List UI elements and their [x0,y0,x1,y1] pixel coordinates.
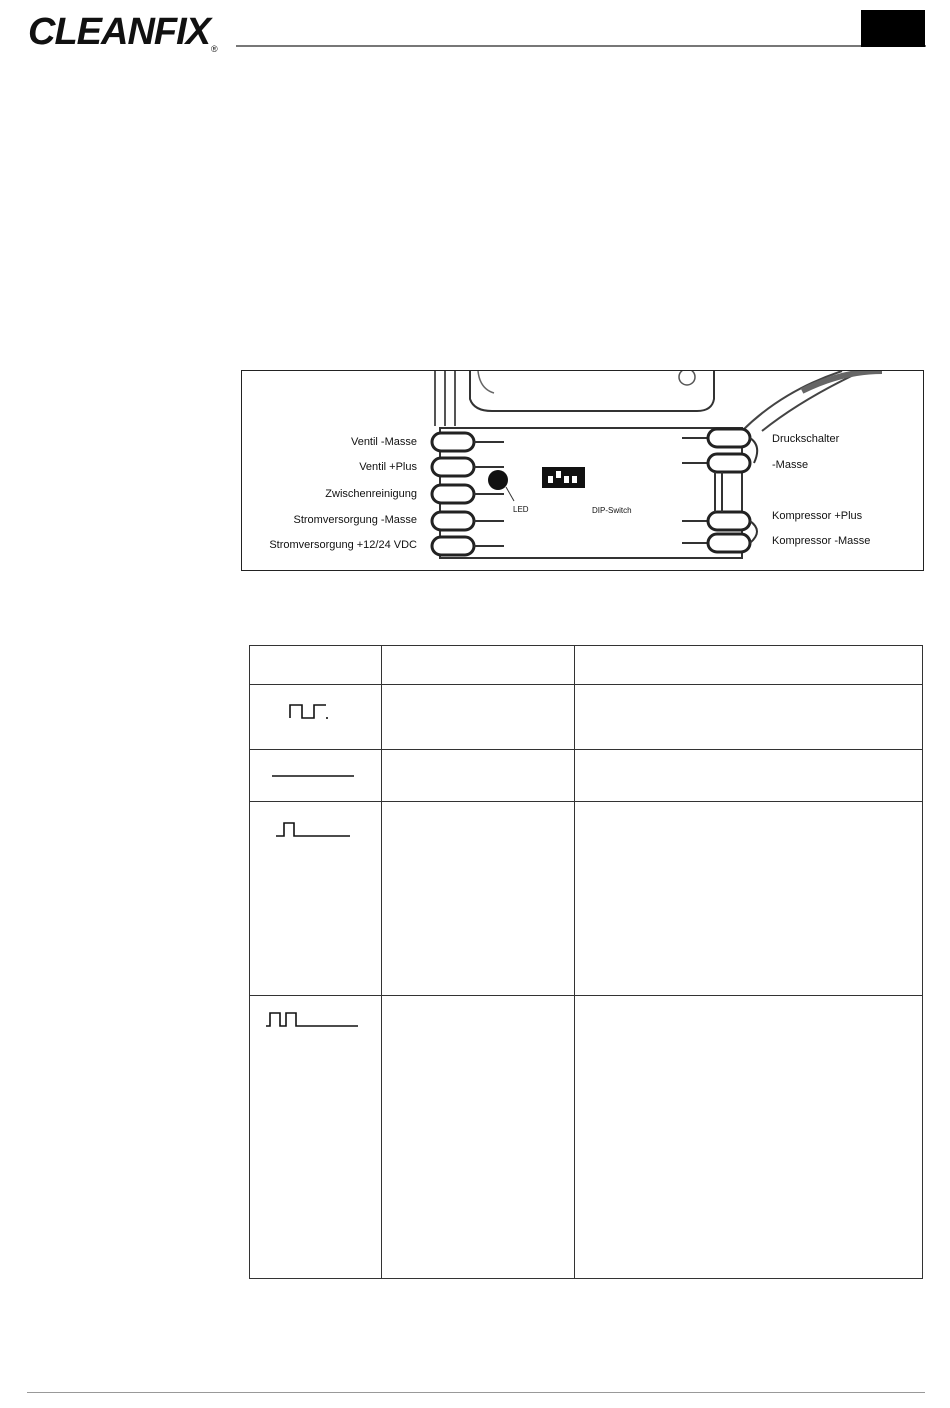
signal-cell [250,750,382,802]
label-kompressor-masse: Kompressor -Masse [772,535,871,547]
remedy-cell [575,750,923,802]
label-stromversorgung-plus: Stromversorgung +12/24 VDC [269,539,417,551]
slow-blink-icon [264,697,364,727]
led-signal-table [249,645,923,1279]
header-rule [236,45,926,47]
header-cell-meaning [382,646,575,685]
table-row [250,996,923,1279]
footer-rule [27,1392,925,1393]
dip-switch-icon [542,467,585,488]
wiring-diagram [241,370,924,571]
table-row [250,685,923,750]
meaning-cell [382,685,575,750]
right-connectors [682,429,757,552]
label-led: LED [513,505,529,514]
brand-logo [28,10,218,54]
meaning-cell [382,802,575,996]
single-pulse-then-on-icon [264,814,364,844]
header-cell-remedy [575,646,923,685]
label-ventil-masse: Ventil -Masse [350,436,417,448]
remedy-cell [575,996,923,1279]
label-ventil-plus: Ventil +Plus [359,461,417,473]
signal-cell [250,802,382,996]
meaning-cell [382,750,575,802]
registered-mark: ® [211,44,218,54]
label-stromversorgung-masse: Stromversorgung -Masse [293,514,417,526]
remedy-cell [575,685,923,750]
brand-name: CLEANFIX [28,11,210,53]
header-cell-signal [250,646,382,685]
double-pulse-then-on-icon [264,1008,374,1038]
remedy-cell [575,802,923,996]
table-row [250,750,923,802]
table-row [250,802,923,996]
label-zwischenreinigung: Zwischenreinigung [325,488,417,500]
led-icon [488,470,508,490]
header-tab-block [861,10,925,47]
label-druckschalter: Druckschalter [772,433,840,445]
signal-cell [250,685,382,750]
label-druckschalter-masse: -Masse [772,459,809,471]
label-kompressor-plus: Kompressor +Plus [772,510,863,522]
signal-cell [250,996,382,1279]
label-dip-switch: DIP-Switch [592,506,632,515]
steady-on-icon [264,762,364,792]
left-connectors [432,433,504,555]
table-header-row [250,646,923,685]
meaning-cell [382,996,575,1279]
